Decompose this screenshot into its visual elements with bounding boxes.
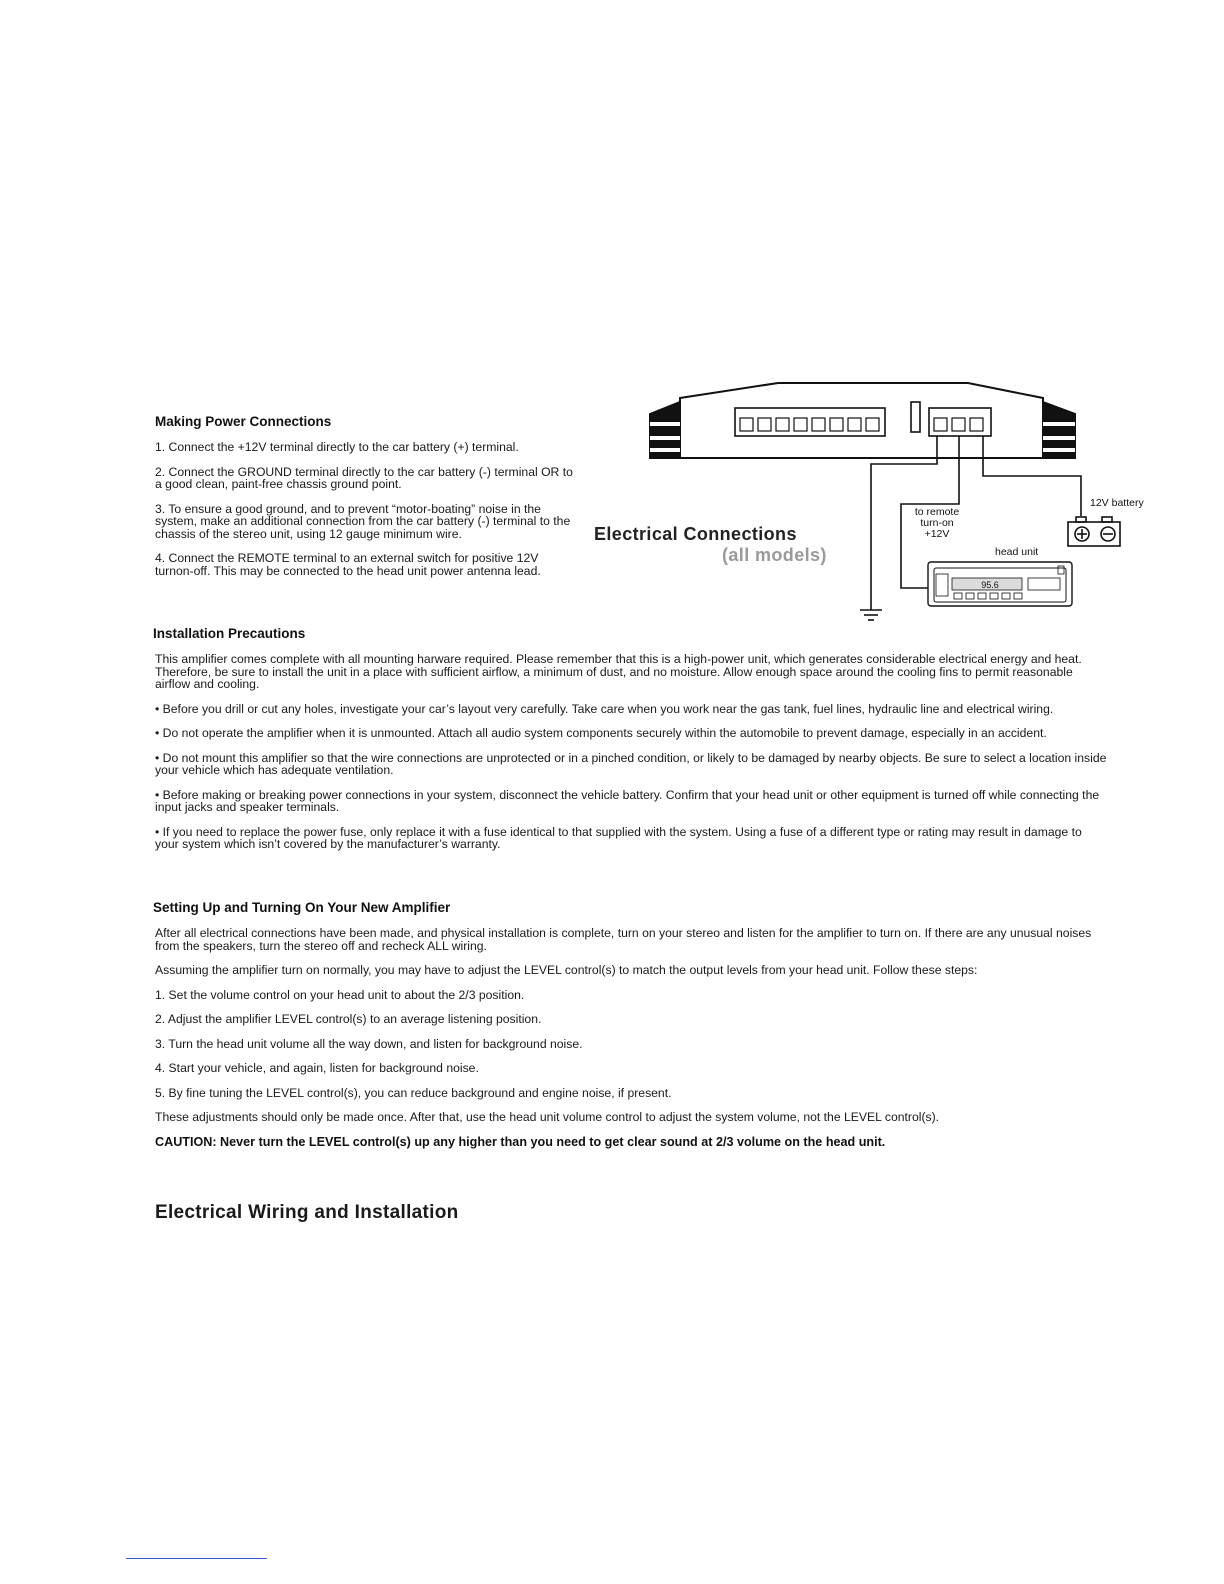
power-step: 1. Connect the +12V terminal directly to the car battery (+) terminal. <box>155 440 519 454</box>
power-step: 4. Connect the REMOTE terminal to an external switch for positive 12V turnon-off. This may be connected to the head unit power antenna lead. <box>155 551 541 578</box>
setup-section <box>153 900 1108 1160</box>
head-unit-label: head unit <box>995 546 1039 558</box>
remote-label <box>906 507 968 540</box>
diagram-title: Electrical Connections <box>594 524 797 544</box>
amplifier-drawing <box>650 383 1075 458</box>
precaution-item: • If you need to replace the power fuse, only replace it with a fuse identical to that supplied with the system. Using a fuse of a different type or rating may result in damage to your system which isn’t covered by the manufacturer’s warranty. <box>155 824 1082 851</box>
precaution-item: • Before you drill or cut any holes, investigate your car’s layout very carefully. Take care when you work near the gas tank, fuel lines, hydraulic line and electrical wiring. <box>155 701 1054 716</box>
setup-step: 4. Start your vehicle, and again, listen for background noise. <box>155 1061 479 1075</box>
precaution-item: • Do not operate the amplifier when it is unmounted. Attach all audio system components securely within the automobile to prevent damage, especially in an accident. <box>155 726 1047 740</box>
setup-step: 3. Turn the head unit volume all the way down, and listen for background noise. <box>155 1036 583 1051</box>
wires <box>860 436 1081 620</box>
setup-paragraph: These adjustments should only be made once. After that, use the head unit volume control to adjust the system volume, not the LEVEL control(s). <box>155 1110 940 1124</box>
power-step: 3. To ensure a good ground, and to prevent “motor-boating” noise in the system, make an additional connection from the car battery (-) terminal to the chassis of the stereo unit, using 12 gauge minimum wire. <box>155 501 571 541</box>
setup-step: 1. Set the volume control on your head unit to about the 2/3 position. <box>155 987 525 1002</box>
power-connections-section <box>155 414 575 589</box>
head-unit-display-value: 95.6 <box>981 580 999 590</box>
precaution-item: • Before making or breaking power connections in your system, disconnect the vehicle battery. Confirm that your head unit or other equipment is turned off while connecting the input jacks and speaker terminals. <box>155 787 1100 814</box>
precaution-item: • Do not mount this amplifier so that the wire connections are unprotected or in a pinched condition, or likely to be damaged by nearby objects. Be sure to select a location inside your vehicle which has adequate ventilation. <box>155 750 1107 777</box>
battery-drawing <box>1068 517 1120 546</box>
remote-label-line: to remote <box>914 506 960 518</box>
setup-step: 5. By fine tuning the LEVEL control(s), you can reduce background and engine noise, if present. <box>155 1085 672 1100</box>
caution-note: CAUTION: Never turn the LEVEL control(s) up any higher than you need to get clear sound at 2/3 volume on the head unit. <box>155 1134 886 1149</box>
setup-paragraph: Assuming the amplifier turn on normally, you may have to adjust the LEVEL control(s) to match the output levels from your head unit. Follow these steps: <box>155 963 978 977</box>
remote-label-line: turn-on <box>920 517 954 529</box>
battery-label: 12V battery <box>1090 497 1144 509</box>
section-title: Electrical Wiring and Installation <box>155 1202 459 1223</box>
installation-precautions-section <box>153 626 1108 863</box>
setup-step: 2. Adjust the amplifier LEVEL control(s) to an average listening position. <box>155 1012 542 1026</box>
footnote-rule <box>126 1558 267 1559</box>
setup-heading: Setting Up and Turning On Your New Amplifier <box>153 900 451 915</box>
wiring-diagram-svg <box>588 378 1168 628</box>
head-unit-drawing <box>928 562 1072 606</box>
power-connections-heading: Making Power Connections <box>155 414 332 429</box>
remote-label-line: +12V <box>924 528 950 540</box>
power-step: 2. Connect the GROUND terminal directly to the car battery (-) terminal OR to a good clean, paint-free chassis ground point. <box>155 464 573 491</box>
precautions-heading: Installation Precautions <box>153 626 306 641</box>
electrical-connections-diagram <box>588 378 1168 628</box>
diagram-subtitle: (all models) <box>722 545 827 565</box>
setup-paragraph: After all electrical connections have been made, and physical installation is complete, turn on your stereo and listen for the amplifier to turn on. If there are any unusual noises from the speakers, turn the stereo off and recheck ALL wiring. <box>155 926 1092 953</box>
precautions-paragraph: This amplifier comes complete with all mounting harware required. Please remember that this is a high-power unit, which generates considerable electrical energy and heat. Therefore, be sure to install the unit in a place with sufficient airflow, a minimum of dust, and no moisture. Allow enough space around the cooling fins to permit reasonable airflow and cooling. <box>155 652 1082 691</box>
